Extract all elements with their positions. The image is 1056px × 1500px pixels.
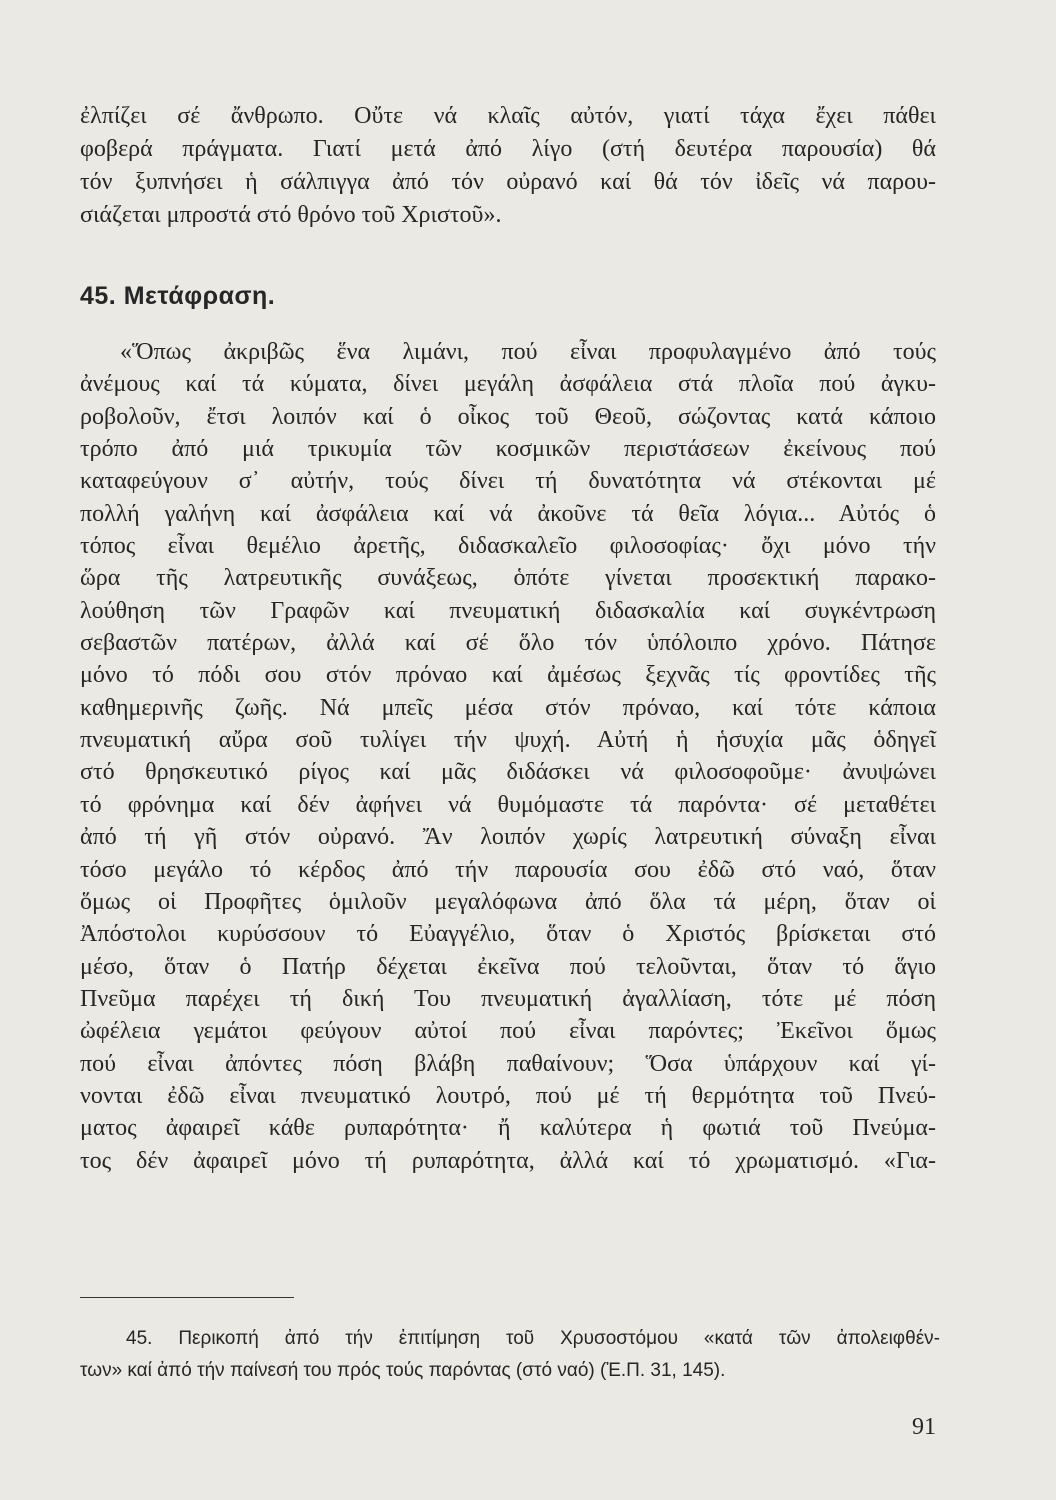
body-line: τρόπο ἀπό μιά τρικυμία τῶν κοσμικῶν περιστάσεων ἐκείνους πού xyxy=(80,436,936,463)
page-number: 91 xyxy=(912,1414,936,1440)
body-line: νονται ἐδῶ εἶναι πνευματικό λουτρό, πού μέ τή θερμότητα τοῦ Πνεύ- xyxy=(80,1082,936,1109)
body-line: ἀνέμους καί τά κύματα, δίνει μεγάλη ἀσφάλεια στά πλοῖα πού ἀγκυ- xyxy=(80,371,936,398)
body-line: ὥρα τῆς λατρευτικῆς συνάξεως, ὁπότε γίνεται προσεκτική παρακο- xyxy=(80,565,936,592)
body-line: πού εἶναι ἀπόντες πόση βλάβη παθαίνουν; Ὅσα ὑπάρχουν καί γί- xyxy=(80,1050,936,1077)
section-heading: 45. Μετάφραση. xyxy=(80,282,276,310)
body-line: τό φρόνημα καί δέν ἀφήνει νά θυμόμαστε τά παρόντα· σέ μεταθέτει xyxy=(80,791,936,818)
body-line: ροβολοῦν, ἔτσι λοιπόν καί ὁ οἶκος τοῦ Θεοῦ, σώζοντας κατά κάποιο xyxy=(80,403,936,430)
body-line: καθημερινῆς ζωῆς. Νά μπεῖς μέσα στόν πρόναο, καί τότε κάποια xyxy=(80,694,936,721)
body-line: Ἀπόστολοι κυρύσσουν τό Εὐαγγέλιο, ὅταν ὁ Χριστός βρίσκεται στό xyxy=(80,921,936,948)
section-body xyxy=(80,336,936,1177)
body-line: ἀπό τή γῆ στόν οὐρανό. Ἄν λοιπόν χωρίς λατρευτική σύναξη εἶναι xyxy=(80,824,936,851)
intro-line: φοβερά πράγματα. Γιατί μετά ἀπό λίγο (στή δευτέρα παρουσία) θά xyxy=(80,136,936,162)
body-line: μέσο, ὅταν ὁ Πατήρ δέχεται ἐκεῖνα πού τελοῦνται, ὅταν τό ἅγιο xyxy=(80,953,936,980)
intro-line: τόν ξυπνήσει ἡ σάλπιγγα ἀπό τόν οὐρανό καί θά τόν ἰδεῖς νά παρου- xyxy=(80,169,936,195)
footnote-line: 45. Περικοπή ἀπό τήν ἐπιτίμηση τοῦ Χρυσοστόμου «κατά τῶν ἀπολειφθέν- xyxy=(126,1328,940,1349)
body-line: τόπος εἶναι θεμέλιο ἀρετῆς, διδασκαλεῖο φιλοσοφίας· ὄχι μόνο τήν xyxy=(80,533,936,560)
body-line: πνευματική αὔρα σοῦ τυλίγει τήν ψυχή. Αὐτή ἡ ἡσυχία μᾶς ὁδηγεῖ xyxy=(80,727,936,754)
body-line: «Ὅπως ἀκριβῶς ἕνα λιμάνι, πού εἶναι προφυλαγμένο ἀπό τούς xyxy=(120,339,936,365)
body-line: ὠφέλεια γεμάτοι φεύγουν αὐτοί πού εἶναι παρόντες; Ἐκεῖνοι ὅμως xyxy=(80,1018,936,1045)
body-line: σεβαστῶν πατέρων, ἀλλά καί σέ ὅλο τόν ὑπόλοιπο χρόνο. Πάτησε xyxy=(80,630,936,657)
body-line: τόσο μεγάλο τό κέρδος ἀπό τήν παρουσία σου ἐδῶ στό ναό, ὅταν xyxy=(80,856,936,883)
intro-line: σιάζεται μπροστά στό θρόνο τοῦ Χριστοῦ». xyxy=(80,202,502,228)
footnote-divider xyxy=(80,1297,294,1298)
body-line: καταφεύγουν σ᾽ αὐτήν, τούς δίνει τή δυνατότητα νά στέκονται μέ xyxy=(80,468,936,495)
body-line: πολλή γαλήνη καί ἀσφάλεια καί νά ἀκοῦνε τά θεῖα λόγια... Αὐτός ὁ xyxy=(80,500,936,527)
body-line: μόνο τό πόδι σου στόν πρόναο καί ἀμέσως ξεχνᾶς τίς φροντίδες τῆς xyxy=(80,662,936,689)
body-line: τος δέν ἀφαιρεῖ μόνο τή ρυπαρότητα, ἀλλά καί τό χρωματισμό. «Για- xyxy=(80,1147,936,1174)
body-line: λούθηση τῶν Γραφῶν καί πνευματική διδασκαλία καί συγκέντρωση xyxy=(80,597,936,624)
body-line: ματος ἀφαιρεῖ κάθε ρυπαρότητα· ἤ καλύτερα ἡ φωτιά τοῦ Πνεύμα- xyxy=(80,1115,936,1142)
body-line: ὅμως οἱ Προφῆτες ὁμιλοῦν μεγαλόφωνα ἀπό ὅλα τά μέρη, ὅταν οἱ xyxy=(80,888,936,915)
intro-paragraph xyxy=(80,100,936,232)
footnote-line: των» καί ἀπό τήν παίνεσή του πρός τούς παρόντας (στό ναό) (Ἐ.Π. 31, 145). xyxy=(80,1360,726,1381)
footnote xyxy=(80,1323,940,1387)
body-line: Πνεῦμα παρέχει τή δική Του πνευματική ἀγαλλίαση, τότε μέ πόση xyxy=(80,985,936,1012)
body-line: στό θρησκευτικό ρίγος καί μᾶς διδάσκει νά φιλοσοφοῦμε· ἀνυψώνει xyxy=(80,759,936,786)
intro-line: ἐλπίζει σέ ἄνθρωπο. Οὔτε νά κλαῖς αὐτόν, γιατί τάχα ἔχει πάθει xyxy=(80,103,936,129)
